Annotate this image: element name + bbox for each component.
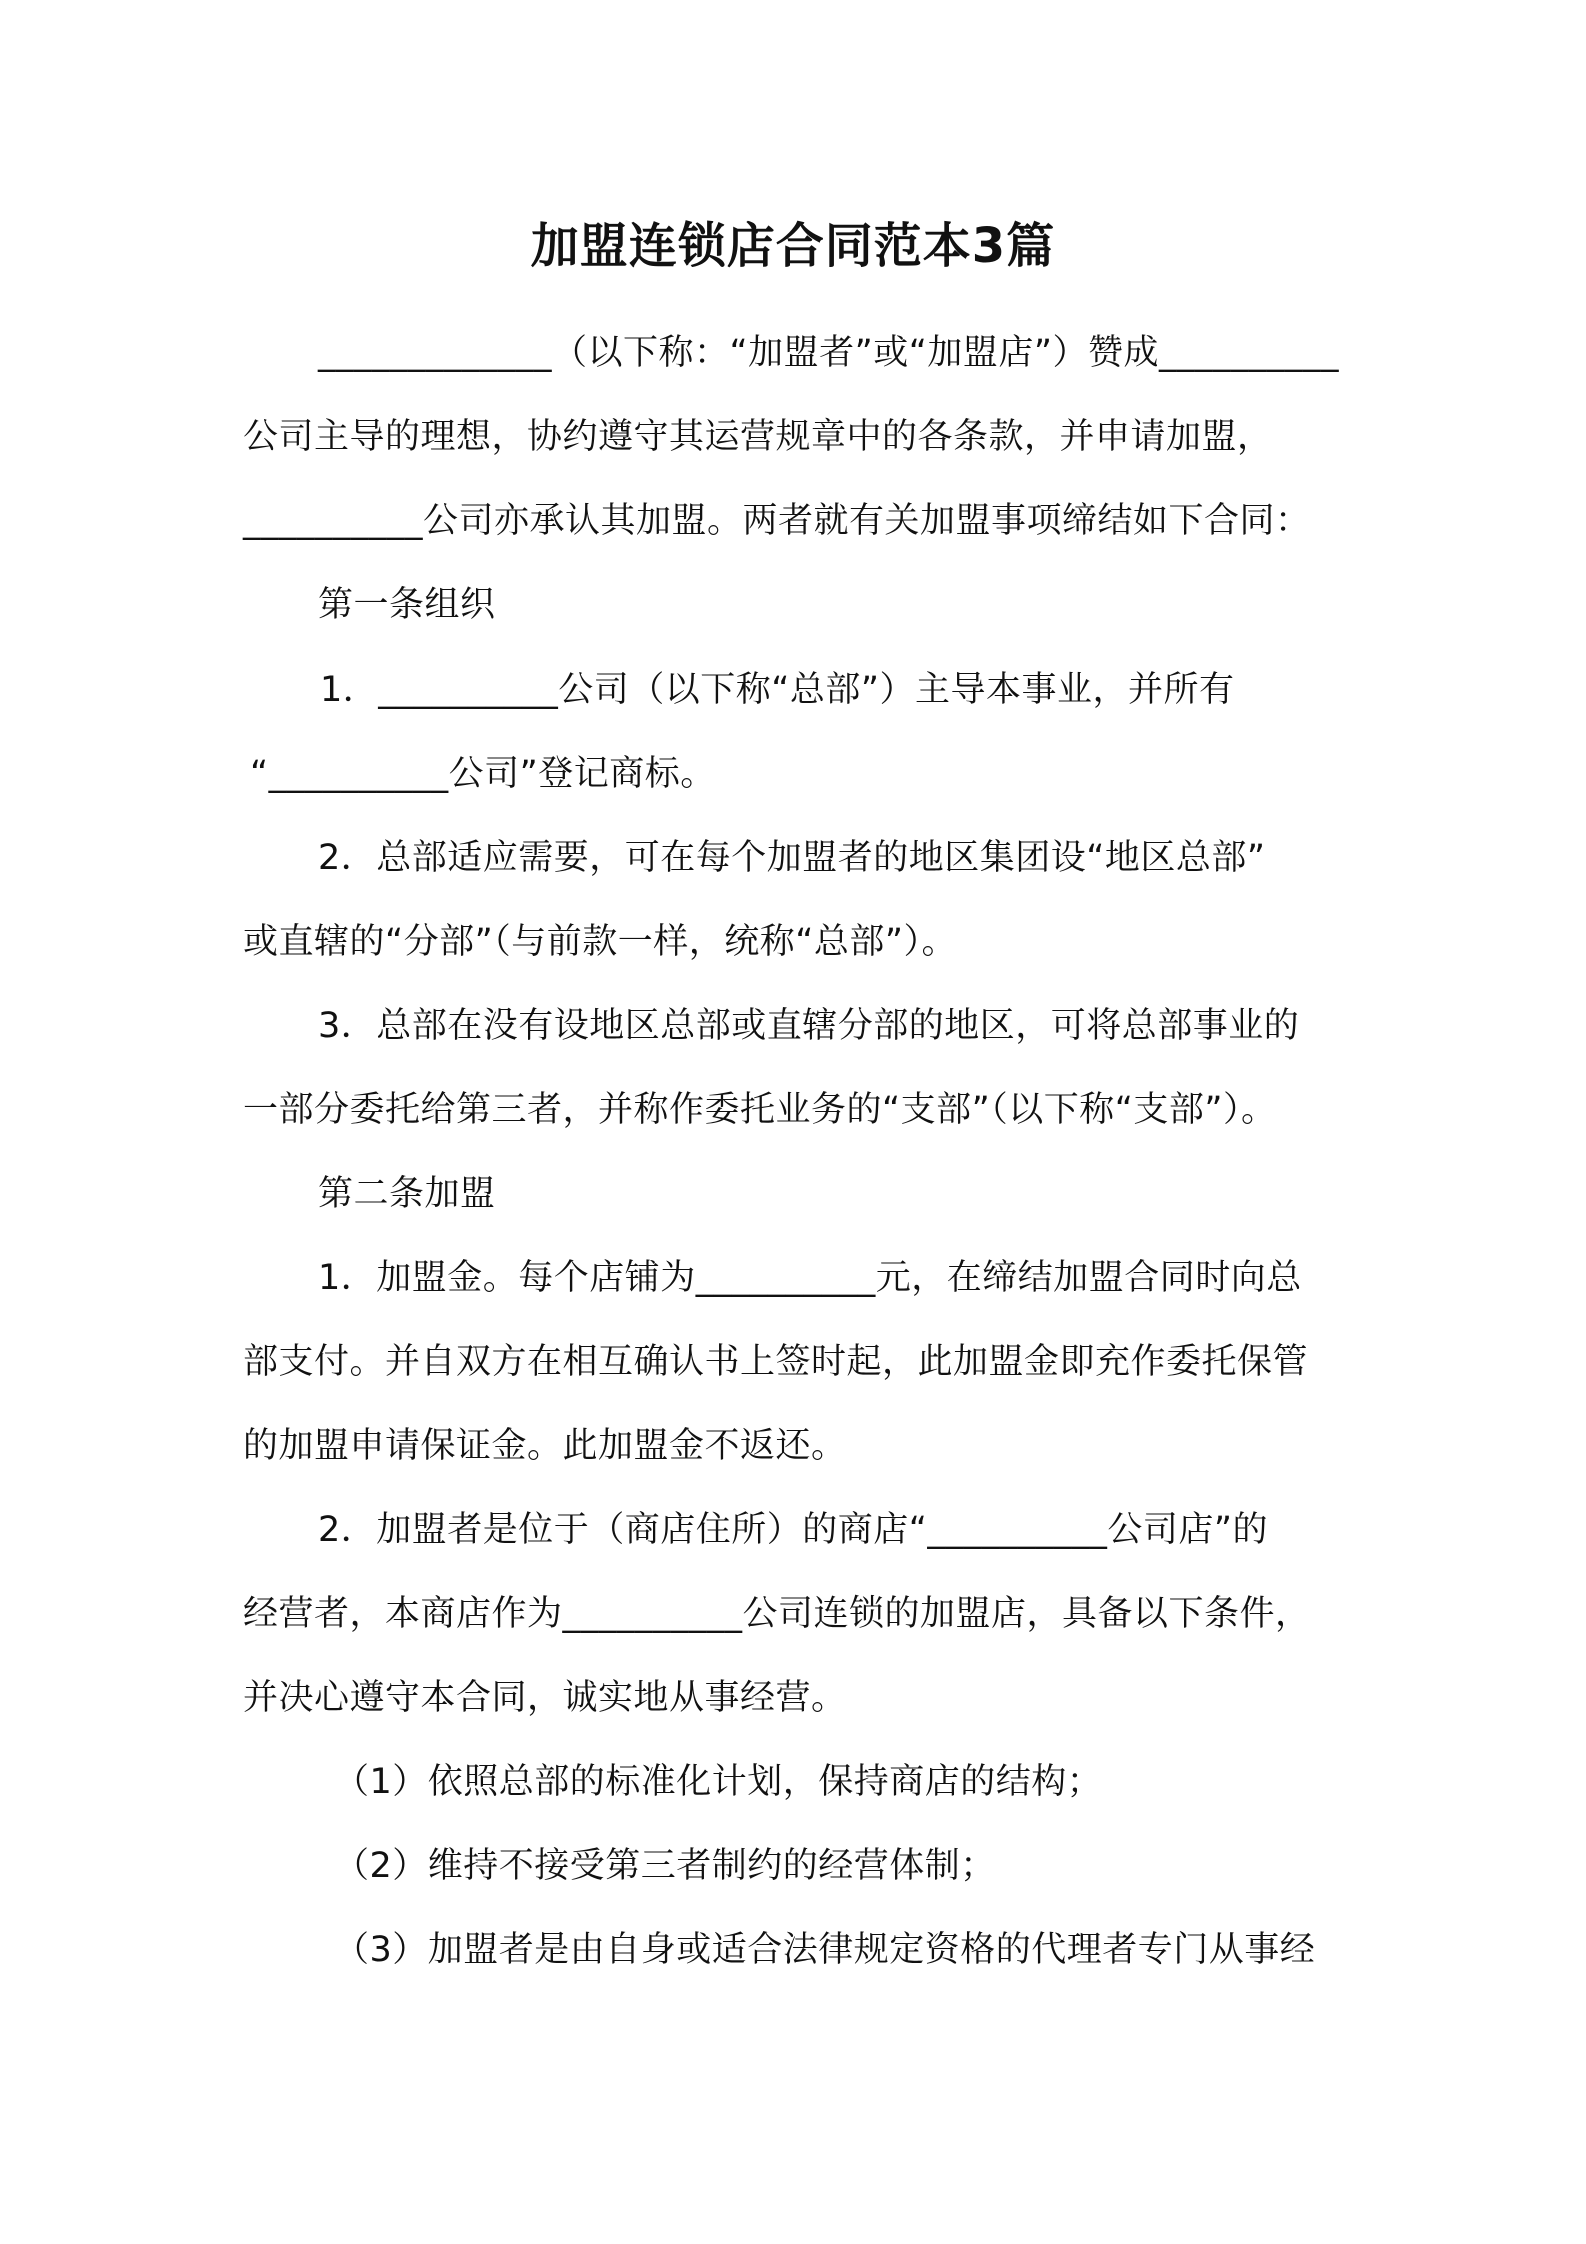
paragraph-line: 或直辖的“分部”（与前款一样，统称“总部”）。 bbox=[243, 922, 958, 962]
section-heading: 第二条加盟 bbox=[318, 1174, 496, 1214]
list-item: （1）依照总部的标准化计划，保持商店的结构； bbox=[334, 1762, 1103, 1802]
paragraph-line: 公司主导的理想，协约遵守其运营规章中的各条款，并申请加盟， bbox=[243, 417, 1273, 457]
paragraph-line: 部支付。并自双方在相互确认书上签时起，此加盟金即充作委托保管 bbox=[243, 1342, 1309, 1382]
paragraph-line: “__________公司”登记商标。 bbox=[250, 754, 716, 794]
list-item: （2）维持不接受第三者制约的经营体制； bbox=[334, 1846, 996, 1886]
document-title: 加盟连锁店合同范本3篇 bbox=[530, 218, 1056, 274]
list-item: （3）加盟者是由自身或适合法律规定资格的代理者专门从事经 bbox=[334, 1930, 1316, 1970]
paragraph-line: 的加盟申请保证金。此加盟金不返还。 bbox=[243, 1426, 847, 1466]
section-heading: 第一条组织 bbox=[318, 585, 496, 625]
paragraph-line: 2．总部适应需要，可在每个加盟者的地区集团设“地区总部” bbox=[318, 838, 1266, 878]
paragraph-line: 3．总部在没有设地区总部或直辖分部的地区，可将总部事业的 bbox=[318, 1006, 1300, 1046]
paragraph-line: 1．__________公司（以下称“总部”）主导本事业，并所有 bbox=[320, 670, 1235, 710]
paragraph-line: 一部分委托给第三者，并称作委托业务的“支部”（以下称“支部”）。 bbox=[243, 1090, 1277, 1130]
paragraph-line: 并决心遵守本合同，诚实地从事经营。 bbox=[243, 1678, 847, 1718]
paragraph-line: _____________（以下称：“加盟者”或“加盟店”）赞成__________ bbox=[318, 333, 1340, 373]
paragraph-line: __________公司亦承认其加盟。两者就有关加盟事项缔结如下合同： bbox=[243, 501, 1311, 541]
paragraph-line: 经营者，本商店作为__________公司连锁的加盟店，具备以下条件， bbox=[243, 1594, 1311, 1634]
paragraph-line: 2．加盟者是位于（商店住所）的商店“__________公司店”的 bbox=[318, 1510, 1269, 1550]
paragraph-line: 1．加盟金。每个店铺为__________元，在缔结加盟合同时向总 bbox=[318, 1258, 1302, 1298]
